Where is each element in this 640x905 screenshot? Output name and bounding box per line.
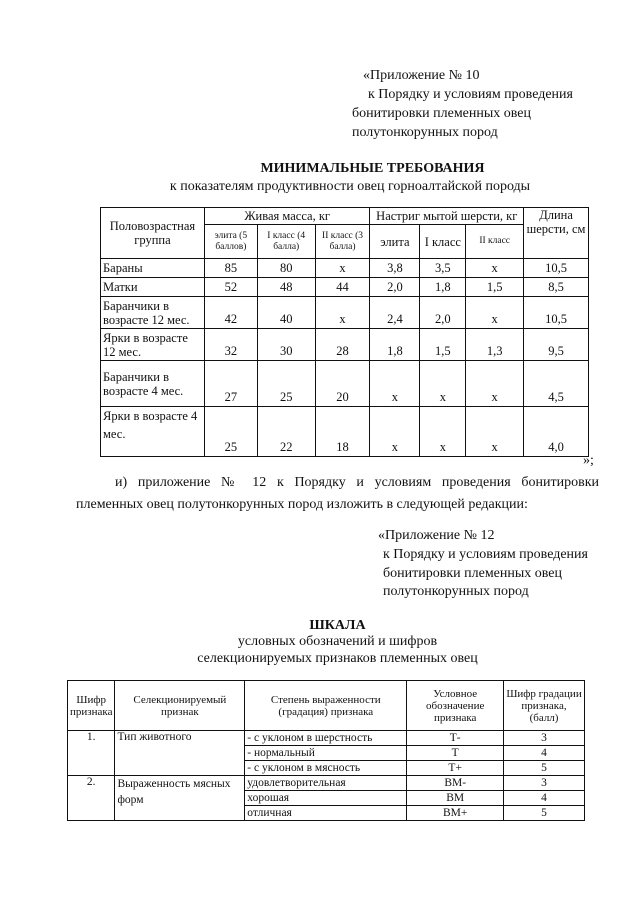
header-wool-class1: I класс [420, 225, 466, 259]
section1-subtitle: к показателям продуктивности овец горноалтайской породы [169, 179, 531, 194]
cell: 40 [257, 297, 315, 329]
row-group: Баранчики в возрасте 12 мес. [101, 297, 205, 329]
header-mass-class2: II класс (3 балла) [315, 225, 370, 259]
table-row [68, 731, 585, 746]
cell: 44 [315, 278, 370, 297]
cell: 48 [257, 278, 315, 297]
cell: х [466, 361, 524, 407]
header-group: Половозрастная группа [101, 208, 205, 259]
header-grade-code: Шифр градации признака, (балл) [504, 681, 585, 731]
cell: 1,5 [466, 278, 524, 297]
grade-cell: 4 [504, 746, 585, 761]
cell: 9,5 [524, 329, 589, 361]
cell: 1,8 [370, 329, 420, 361]
row-group: Матки [101, 278, 205, 297]
appendix10-line3: бонитировки племенных овец [352, 106, 532, 121]
cell: 1,3 [466, 329, 524, 361]
paragraph-line1: и) приложение № 12 к Порядку и условиям проведения бонитировки [115, 475, 599, 490]
appendix10-line1: «Приложение № 10 [363, 68, 480, 83]
cell: 18 [315, 407, 370, 457]
degree-cell: - с уклоном в шерстность [245, 731, 407, 746]
degree-cell: хорошая [245, 791, 407, 806]
grade-cell: 5 [504, 761, 585, 776]
group-trait: Выраженность мясных форм [115, 776, 245, 821]
cell: 32 [204, 329, 257, 361]
table-row [101, 407, 589, 457]
header-degree: Степень выраженности (градация) признака [245, 681, 407, 731]
group-trait: Тип животного [115, 731, 245, 776]
cell: х [370, 361, 420, 407]
header-wool-elite: элита [370, 225, 420, 259]
cell: 85 [204, 259, 257, 278]
row-group: Ярки в возрасте 4 мес. [101, 407, 205, 457]
cell: 52 [204, 278, 257, 297]
appendix12-line4: полутонкорунных пород [383, 584, 529, 599]
cell: 27 [204, 361, 257, 407]
grade-cell: 3 [504, 776, 585, 791]
cell: 42 [204, 297, 257, 329]
requirements-table [100, 207, 589, 457]
cell: 4,5 [524, 361, 589, 407]
paragraph-line2: племенных овец полутонкорунных пород изложить в следующей редакции: [76, 497, 528, 512]
cell: х [466, 259, 524, 278]
cell: 30 [257, 329, 315, 361]
scale-table [67, 680, 585, 821]
symbol-cell: Т+ [407, 761, 504, 776]
cell: 2,0 [370, 278, 420, 297]
group-code: 2. [68, 776, 115, 821]
cell: 4,0 [524, 407, 589, 457]
degree-cell: удовлетворительная [245, 776, 407, 791]
cell: 10,5 [524, 297, 589, 329]
cell: 1,8 [420, 278, 466, 297]
appendix12-line3: бонитировки племенных овец [383, 566, 563, 581]
cell: 22 [257, 407, 315, 457]
section1-title: МИНИМАЛЬНЫЕ ТРЕБОВАНИЯ [260, 161, 485, 176]
section2-subtitle2: селекционируемых признаков племенных овец [197, 651, 478, 666]
cell: 2,0 [420, 297, 466, 329]
symbol-cell: Т- [407, 731, 504, 746]
appendix12-line2: к Порядку и условиям проведения [383, 547, 588, 562]
header-mass: Живая масса, кг [204, 208, 370, 225]
header-trait: Селекционируемый признак [115, 681, 245, 731]
row-group: Ярки в возрасте 12 мес. [101, 329, 205, 361]
cell: 28 [315, 329, 370, 361]
row-group: Бараны [101, 259, 205, 278]
grade-cell: 4 [504, 791, 585, 806]
header-code: Шифр признака [68, 681, 115, 731]
header-mass-class1: I класс (4 балла) [257, 225, 315, 259]
cell: 20 [315, 361, 370, 407]
degree-cell: - нормальный [245, 746, 407, 761]
cell: 1,5 [420, 329, 466, 361]
cell: х [370, 407, 420, 457]
header-symbol: Условное обозначение признака [407, 681, 504, 731]
cell: 8,5 [524, 278, 589, 297]
header-length: Длина шерсти, см [524, 208, 589, 259]
grade-cell: 5 [504, 806, 585, 821]
table-row [101, 361, 589, 407]
table-row [101, 329, 589, 361]
symbol-cell: ВМ+ [407, 806, 504, 821]
symbol-cell: Т [407, 746, 504, 761]
table-row [101, 297, 589, 329]
degree-cell: - с уклоном в мясность [245, 761, 407, 776]
cell: 80 [257, 259, 315, 278]
cell: 2,4 [370, 297, 420, 329]
header-wool: Настриг мытой шерсти, кг [370, 208, 524, 225]
appendix10-line4: полутонкорунных пород [352, 125, 498, 140]
cell: х [315, 297, 370, 329]
cell: х [315, 259, 370, 278]
table-row [101, 278, 589, 297]
cell: х [466, 297, 524, 329]
cell: х [420, 361, 466, 407]
degree-cell: отличная [245, 806, 407, 821]
row-group: Баранчики в возрасте 4 мес. [101, 361, 205, 407]
cell: 25 [257, 361, 315, 407]
table-row [68, 776, 585, 791]
cell: х [420, 407, 466, 457]
symbol-cell: ВМ- [407, 776, 504, 791]
appendix10-line2: к Порядку и условиям проведения [368, 87, 573, 102]
group-code: 1. [68, 731, 115, 776]
header-mass-elite: элита (5 баллов) [204, 225, 257, 259]
header-wool-class2: II класс [466, 225, 524, 259]
appendix12-line1: «Приложение № 12 [378, 528, 495, 543]
section2-title: ШКАЛА [309, 618, 366, 633]
cell: 25 [204, 407, 257, 457]
cell: 3,5 [420, 259, 466, 278]
cell: 3,8 [370, 259, 420, 278]
symbol-cell: ВМ [407, 791, 504, 806]
cell: х [466, 407, 524, 457]
cell: 10,5 [524, 259, 589, 278]
table-row [101, 259, 589, 278]
closing-mark: »; [583, 453, 594, 468]
section2-subtitle1: условных обозначений и шифров [237, 634, 438, 649]
grade-cell: 3 [504, 731, 585, 746]
